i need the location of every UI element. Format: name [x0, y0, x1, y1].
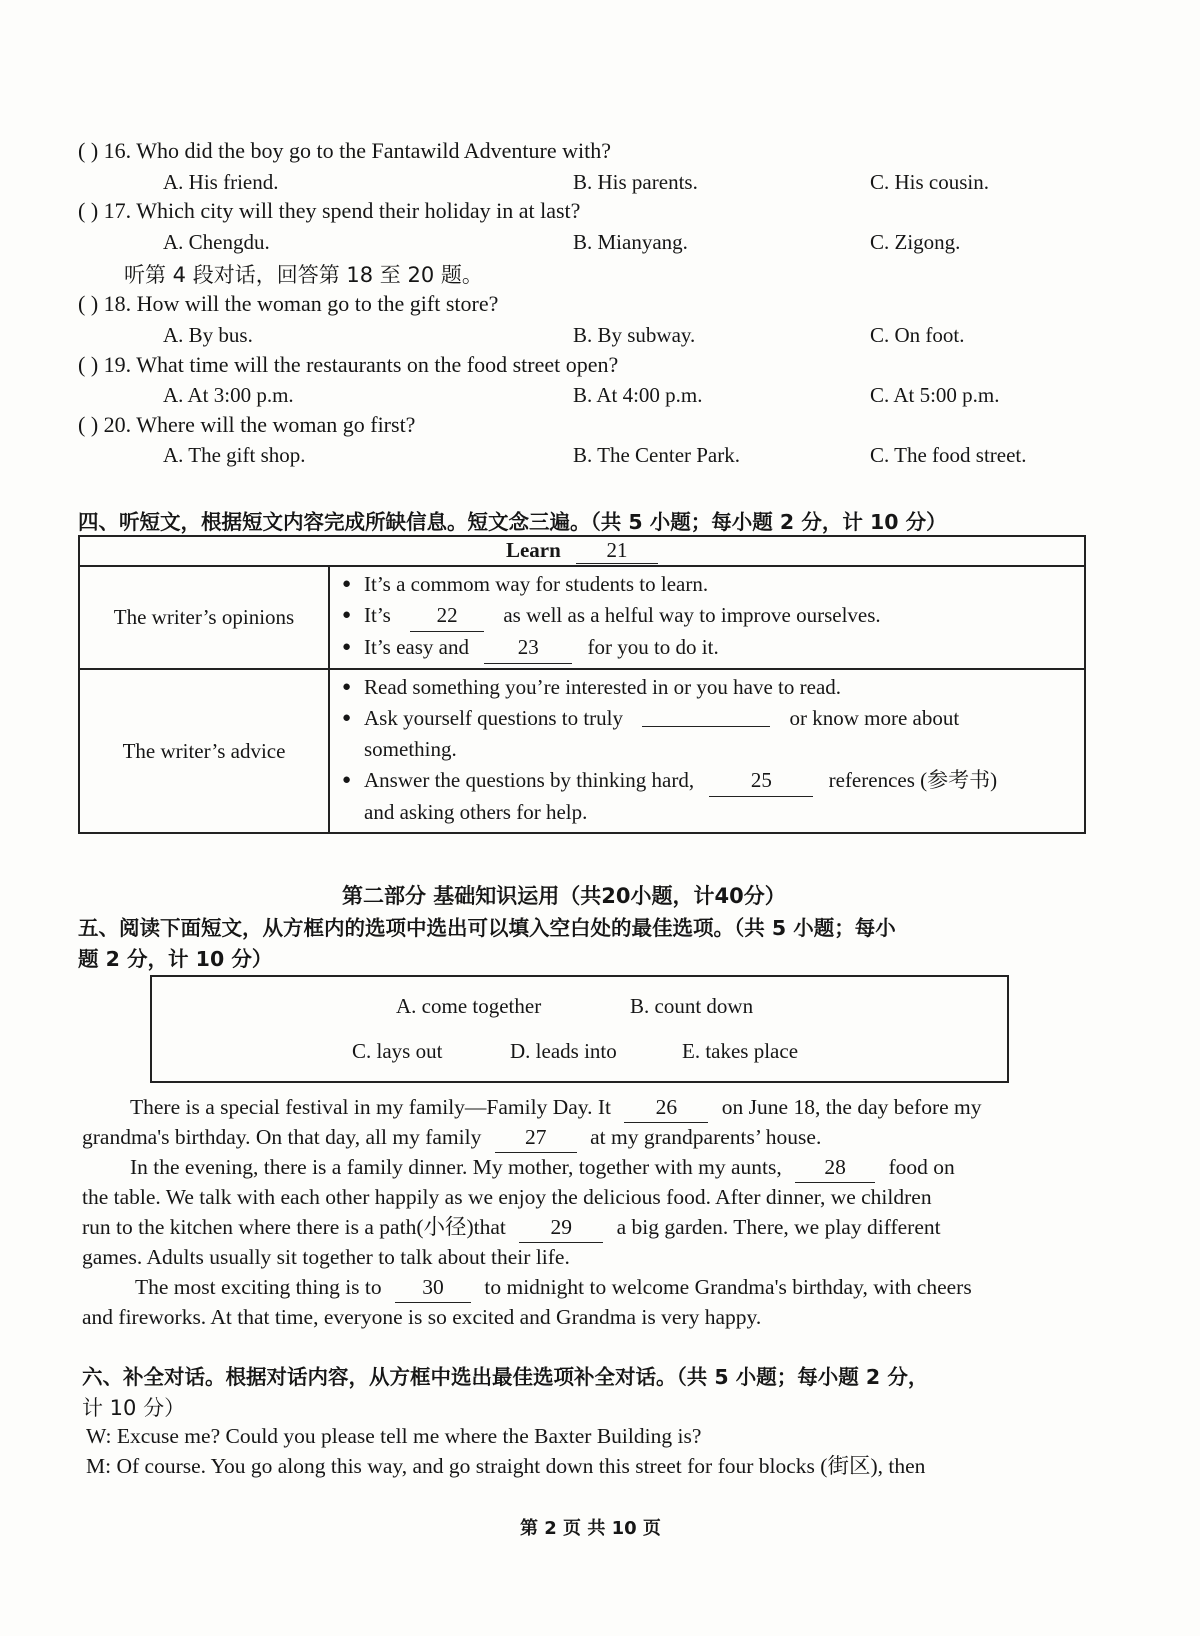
- advice-label: The writer’s advice: [79, 669, 329, 833]
- advice-1: ● Read something you’re interested in or you have to read.: [342, 672, 1074, 703]
- section-6-heading-cont: 计 10 分）: [82, 1396, 186, 1420]
- option-b: B. At 4:00 p.m.: [573, 383, 703, 407]
- word-options-box: [150, 975, 1009, 1083]
- option-b: B. His parents.: [573, 170, 698, 194]
- passage-text: on June 18, the day before my: [721, 1095, 982, 1119]
- option-a: A. By bus.: [163, 323, 253, 347]
- answer-bracket: ( ): [78, 291, 99, 316]
- advice-2-start: Ask yourself questions to truly: [364, 706, 623, 730]
- option-c: C. At 5:00 p.m.: [870, 383, 1000, 407]
- blank-26: 26: [624, 1092, 708, 1123]
- passage-line: [130, 1152, 955, 1183]
- passage-line: [82, 1212, 941, 1243]
- advice-3-start: Answer the questions by thinking hard,: [364, 768, 695, 792]
- dialogue-line-m: M: Of course. You go along this way, and go straight down this street for four blocks (街区), then: [86, 1454, 926, 1478]
- option-c: C. The food street.: [870, 443, 1027, 467]
- option-a: A. His friend.: [163, 170, 279, 194]
- blank-21: 21: [576, 538, 658, 564]
- option-b: B. By subway.: [573, 323, 696, 347]
- table-title: Learn: [505, 538, 561, 562]
- blank-24: [642, 706, 770, 727]
- advice-2-end: or know more about: [789, 706, 960, 730]
- advice-3: [342, 765, 1074, 828]
- option-a: A. Chengdu.: [163, 230, 270, 254]
- page-footer: 第 2 页 共 10 页: [520, 1518, 661, 1539]
- blank-23: 23: [484, 632, 572, 664]
- blank-29: 29: [519, 1212, 603, 1243]
- option-c: C. Zigong.: [870, 230, 961, 254]
- passage-line: the table. We talk with each other happily as we enjoy the delicious food. After dinner, we children: [82, 1185, 932, 1209]
- option-b: B. count down: [630, 994, 754, 1018]
- question-18: [78, 291, 498, 317]
- advice-cell: [329, 669, 1085, 833]
- opinion-3-end: for you to do it.: [587, 635, 719, 659]
- option-c: C. On foot.: [870, 323, 965, 347]
- question-text: 16. Who did the boy go to the Fantawild Adventure with?: [103, 138, 612, 163]
- blank-22: 22: [410, 600, 484, 632]
- advice-2-continued: something.: [364, 737, 457, 761]
- question-text: 19. What time will the restaurants on the food street open?: [103, 352, 619, 377]
- dialogue-4-instruction: 听第 4 段对话，回答第 18 至 20 题。: [124, 263, 483, 287]
- question-text: 18. How will the woman go to the gift store?: [103, 291, 499, 316]
- section-6-heading: 六、补全对话。根据对话内容，从方框中选出最佳选项补全对话。（共 5 小题；每小题 2 分，: [82, 1365, 929, 1389]
- passage-line: [135, 1272, 972, 1303]
- blank-27: 27: [495, 1122, 577, 1153]
- blank-28: 28: [795, 1152, 875, 1183]
- part-2-title: 第二部分 基础知识运用（共20小题，计40分）: [342, 884, 786, 908]
- passage-text: There is a special festival in my family—Family Day. It: [130, 1095, 612, 1119]
- option-b: B. The Center Park.: [573, 443, 740, 467]
- learn-table: [78, 535, 1086, 834]
- question-17: [78, 198, 580, 224]
- advice-3-continued: and asking others for help.: [364, 800, 588, 824]
- question-text: 20. Where will the woman go first?: [103, 412, 416, 437]
- question-16: [78, 138, 611, 164]
- passage-line: [130, 1092, 982, 1123]
- passage-text: food on: [888, 1155, 955, 1179]
- passage-text: grandma's birthday. On that day, all my family: [82, 1125, 482, 1149]
- passage-text: In the evening, there is a family dinner. My mother, together with my aunts,: [130, 1155, 782, 1179]
- advice-3-end: references (参考书): [828, 768, 998, 792]
- opinions-cell: [329, 566, 1085, 669]
- dialogue-line-w: W: Excuse me? Could you please tell me where the Baxter Building is?: [86, 1424, 702, 1448]
- answer-bracket: ( ): [78, 138, 99, 163]
- section-4-heading: 四、听短文，根据短文内容完成所缺信息。短文念三遍。（共 5 小题；每小题 2 分，计 10 分）: [78, 510, 947, 534]
- opinion-2: [342, 600, 1074, 632]
- option-b: B. Mianyang.: [573, 230, 688, 254]
- option-a: A. come together: [396, 994, 542, 1018]
- option-e: E. takes place: [682, 1039, 799, 1063]
- opinions-label: The writer’s opinions: [79, 566, 329, 669]
- answer-bracket: ( ): [78, 198, 99, 223]
- answer-bracket: ( ): [78, 352, 99, 377]
- passage-line: [82, 1122, 821, 1153]
- opinion-2-end: as well as a helful way to improve ourselves.: [503, 603, 881, 627]
- answer-bracket: ( ): [78, 412, 99, 437]
- opinion-3: [342, 632, 1074, 664]
- question-19: [78, 352, 618, 378]
- passage-text: to midnight to welcome Grandma's birthday, with cheers: [484, 1275, 972, 1299]
- opinion-1: ● It’s a commom way for students to learn.: [342, 569, 1074, 600]
- question-text: 17. Which city will they spend their holiday in at last?: [103, 198, 581, 223]
- option-a: A. The gift shop.: [163, 443, 306, 467]
- table-title-cell: [79, 536, 1085, 566]
- option-a: A. At 3:00 p.m.: [163, 383, 294, 407]
- section-5-heading: 五、阅读下面短文，从方框内的选项中选出可以填入空白处的最佳选项。（共 5 小题；每小: [78, 916, 896, 940]
- blank-25: 25: [709, 765, 813, 797]
- option-d: D. leads into: [510, 1039, 617, 1063]
- passage-line: and fireworks. At that time, everyone is so excited and Grandma is very happy.: [82, 1305, 762, 1329]
- passage-text: a big garden. There, we play different: [616, 1215, 941, 1239]
- opinion-3-start: It’s easy and: [364, 635, 469, 659]
- question-20: [78, 412, 415, 438]
- passage-text: The most exciting thing is to: [135, 1275, 382, 1299]
- advice-2: [342, 703, 1074, 765]
- blank-30: 30: [395, 1272, 471, 1303]
- passage-text: run to the kitchen where there is a path(小径)that: [82, 1215, 506, 1239]
- section-5-heading-cont: 题 2 分，计 10 分）: [78, 947, 273, 971]
- option-c: C. lays out: [352, 1039, 443, 1063]
- passage-text: at my grandparents’ house.: [590, 1125, 822, 1149]
- passage-line: games. Adults usually sit together to talk about their life.: [82, 1245, 570, 1269]
- option-c: C. His cousin.: [870, 170, 990, 194]
- opinion-2-start: It’s: [364, 603, 391, 627]
